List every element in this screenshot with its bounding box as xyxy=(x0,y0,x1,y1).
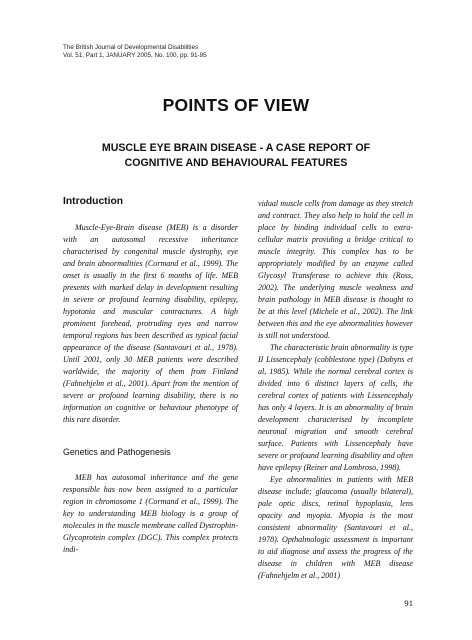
section-title: POINTS OF VIEW xyxy=(162,95,310,115)
journal-header xyxy=(63,44,207,61)
introduction-heading: Introduction xyxy=(63,196,124,207)
right-paragraph-3: Eye abnormalities in patients with MEB disease include; glaucoma (usually bilateral), pale optic discs, retinal hypoplasia, lens opacity and myopia. Myopia is the most consistent abnormality (Santavouri et al., 1978). Opthalmologic assessment is important to aid diagnose and assess the progress of the disease in children with MEB disease (Fahnehjelm et al., 2001) xyxy=(258,475,413,580)
introduction-paragraph: Muscle-Eye-Brain disease (MEB) is a disorder with an autosomal recessive inheritance characterised by congenital muscle dystrophy, eye and brain abnormalities (Cormand et al., 1999). The onset is usually in the first 6 months of life. MEB presents with marked delay in development resulting in severe or profound learning disability, epilepsy, hypotonia and muscular contractures. A high prominent forehead, protruding eyes and narrow temporal regions has been described as typical facial appearance of the disease (Santavouri et al., 1978). Until 2001, only 30 MEB patients were described worldwide, the majority of them from Finland (Fahnehjelm et al., 2001). Apart from the mention of severe or profound learning disability, there is no information on cognitive or behaviour phenotype of this rare disorder. xyxy=(63,223,238,424)
genetics-paragraph: MEB has autosomal inheritance and the gene responsible has now been assigned to a particular region in chromosome 1 (Cormand et al., 1999). The key to understanding MEB biology is a group of molecules in the muscle membrane called Dystrophin-Glycoprotein complex (DGC). This complex protects indi- xyxy=(63,473,238,554)
genetics-heading: Genetics and Pathogenesis xyxy=(63,447,171,457)
article-title xyxy=(60,141,412,171)
article-title-line-2: COGNITIVE AND BEHAVIOURAL FEATURES xyxy=(124,157,348,169)
page-number: 91 xyxy=(404,598,413,608)
journal-issue: Vol. 51, Part 1, JANUARY 2005, No. 100, pp. 91-95 xyxy=(63,52,207,60)
left-column xyxy=(63,196,238,556)
right-paragraph-1: vidual muscle cells from damage as they stretch and contract. They also help to hold the cell in place by binding individual cells to extra-cellular matrix providing a bridge critical to muscle integrity. This complex has to be appropriately modified by an enzyme called Glycosyl Transferase to achieve this (Ross, 2002). The underlying muscle weakness and brain pathology in MEB disease is thought to be at this level (Michele et al., 2002). The link between this and the eye abnormalities however is still not understood. xyxy=(258,199,413,340)
article-title-line-1: MUSCLE EYE BRAIN DISEASE - A CASE REPORT OF xyxy=(101,142,371,154)
right-column xyxy=(258,198,413,582)
right-paragraph-2: The characteristic brain abnormality is type II Lissencephaly (cobblestone type) (Dobyns et al, 1985). While the normal cerebral cortex is divided into 6 distinct layers of cells, the cerebral cortex of patients with Lissencephaly has only 4 layers. It is an abnormality of brain development characterised by incomplete neuronal migration and smooth cerebral surface. Patients with Lissencephaly have severe or profound learning disability and often have epilepsy (Reiner and Lombroso, 1998). xyxy=(258,343,413,472)
journal-name: The British Journal of Developmental Disabilities xyxy=(63,44,199,51)
